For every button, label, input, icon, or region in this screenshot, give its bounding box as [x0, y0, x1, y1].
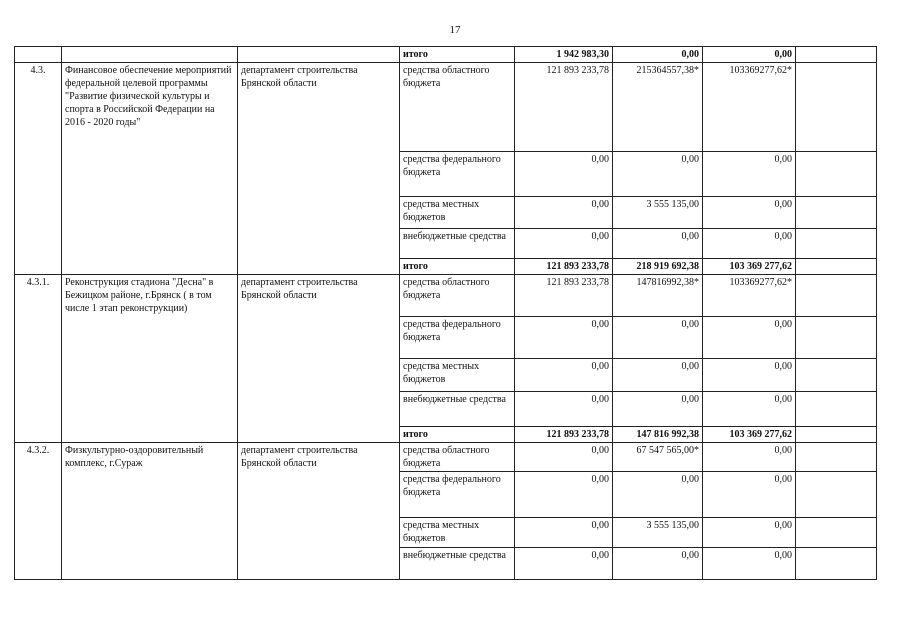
- total-value: 103 369 277,62: [703, 259, 796, 275]
- source-value: 0,00: [703, 548, 796, 580]
- source-value: 67 547 565,00*: [613, 443, 703, 472]
- total-label: итого: [400, 259, 515, 275]
- source-label: внебюджетные средства: [400, 548, 515, 580]
- item-id: 4.3.: [15, 63, 62, 275]
- source-value: 0,00: [703, 443, 796, 472]
- source-value: 147816992,38*: [613, 275, 703, 317]
- source-value: 0,00: [515, 443, 613, 472]
- total-value: 121 893 233,78: [515, 259, 613, 275]
- source-value: 3 555 135,00: [613, 518, 703, 548]
- item-executor: департамент строительства Брянской области: [238, 443, 400, 580]
- table-row: [15, 47, 877, 63]
- total-value: 147 816 992,38: [613, 427, 703, 443]
- total-label: итого: [400, 427, 515, 443]
- table-row: [15, 275, 877, 317]
- item-name: Физкультурно-оздоровительный комплекс, г.Сураж: [62, 443, 238, 580]
- total-value: 1 942 983,30: [515, 47, 613, 63]
- total-value: 103 369 277,62: [703, 427, 796, 443]
- source-value: 0,00: [613, 229, 703, 259]
- source-label: средства местных бюджетов: [400, 359, 515, 392]
- source-value: 103369277,62*: [703, 275, 796, 317]
- source-label: средства местных бюджетов: [400, 197, 515, 229]
- budget-table: [14, 46, 877, 580]
- source-value: 0,00: [515, 518, 613, 548]
- source-label: средства федерального бюджета: [400, 152, 515, 197]
- total-label: итого: [400, 47, 515, 63]
- item-id: 4.3.2.: [15, 443, 62, 580]
- source-value: 0,00: [515, 472, 613, 518]
- source-value: 0,00: [515, 548, 613, 580]
- page-number: 17: [449, 24, 461, 36]
- source-value: 0,00: [703, 317, 796, 359]
- source-value: 0,00: [703, 229, 796, 259]
- source-value: 0,00: [515, 152, 613, 197]
- source-value: 0,00: [515, 317, 613, 359]
- source-value: 103369277,62*: [703, 63, 796, 152]
- table-row: [15, 63, 877, 152]
- source-value: 121 893 233,78: [515, 63, 613, 152]
- source-label: внебюджетные средства: [400, 229, 515, 259]
- item-name: Реконструкция стадиона "Десна" в Бежицком районе, г.Брянск ( в том числе 1 этап реконструкции): [62, 275, 238, 443]
- source-value: 0,00: [613, 359, 703, 392]
- table-row: [15, 443, 877, 472]
- source-label: внебюджетные средства: [400, 392, 515, 427]
- total-value: 0,00: [613, 47, 703, 63]
- source-value: 0,00: [703, 197, 796, 229]
- source-label: средства областного бюджета: [400, 275, 515, 317]
- source-label: средства местных бюджетов: [400, 518, 515, 548]
- item-executor: департамент строительства Брянской области: [238, 275, 400, 443]
- total-value: 218 919 692,38: [613, 259, 703, 275]
- source-value: 0,00: [515, 392, 613, 427]
- source-value: 0,00: [703, 359, 796, 392]
- item-executor: департамент строительства Брянской области: [238, 63, 400, 275]
- source-value: 0,00: [515, 229, 613, 259]
- source-value: 0,00: [703, 392, 796, 427]
- source-label: средства федерального бюджета: [400, 472, 515, 518]
- source-value: 215364557,38*: [613, 63, 703, 152]
- source-label: средства областного бюджета: [400, 63, 515, 152]
- source-value: 0,00: [613, 392, 703, 427]
- item-id: 4.3.1.: [15, 275, 62, 443]
- source-value: 0,00: [703, 472, 796, 518]
- source-value: 0,00: [703, 152, 796, 197]
- source-value: 0,00: [613, 472, 703, 518]
- source-value: 0,00: [613, 152, 703, 197]
- source-value: 0,00: [703, 518, 796, 548]
- source-value: 0,00: [613, 317, 703, 359]
- item-name: Финансовое обеспечение мероприятий федеральной целевой программы "Развитие физической культуры и спорта в Российской Федерации на 2016 - 2020 годы": [62, 63, 238, 275]
- source-value: 0,00: [613, 548, 703, 580]
- source-value: 3 555 135,00: [613, 197, 703, 229]
- source-value: 0,00: [515, 197, 613, 229]
- source-label: средства федерального бюджета: [400, 317, 515, 359]
- source-value: 121 893 233,78: [515, 275, 613, 317]
- total-value: 0,00: [703, 47, 796, 63]
- source-value: 0,00: [515, 359, 613, 392]
- total-value: 121 893 233,78: [515, 427, 613, 443]
- source-label: средства областного бюджета: [400, 443, 515, 472]
